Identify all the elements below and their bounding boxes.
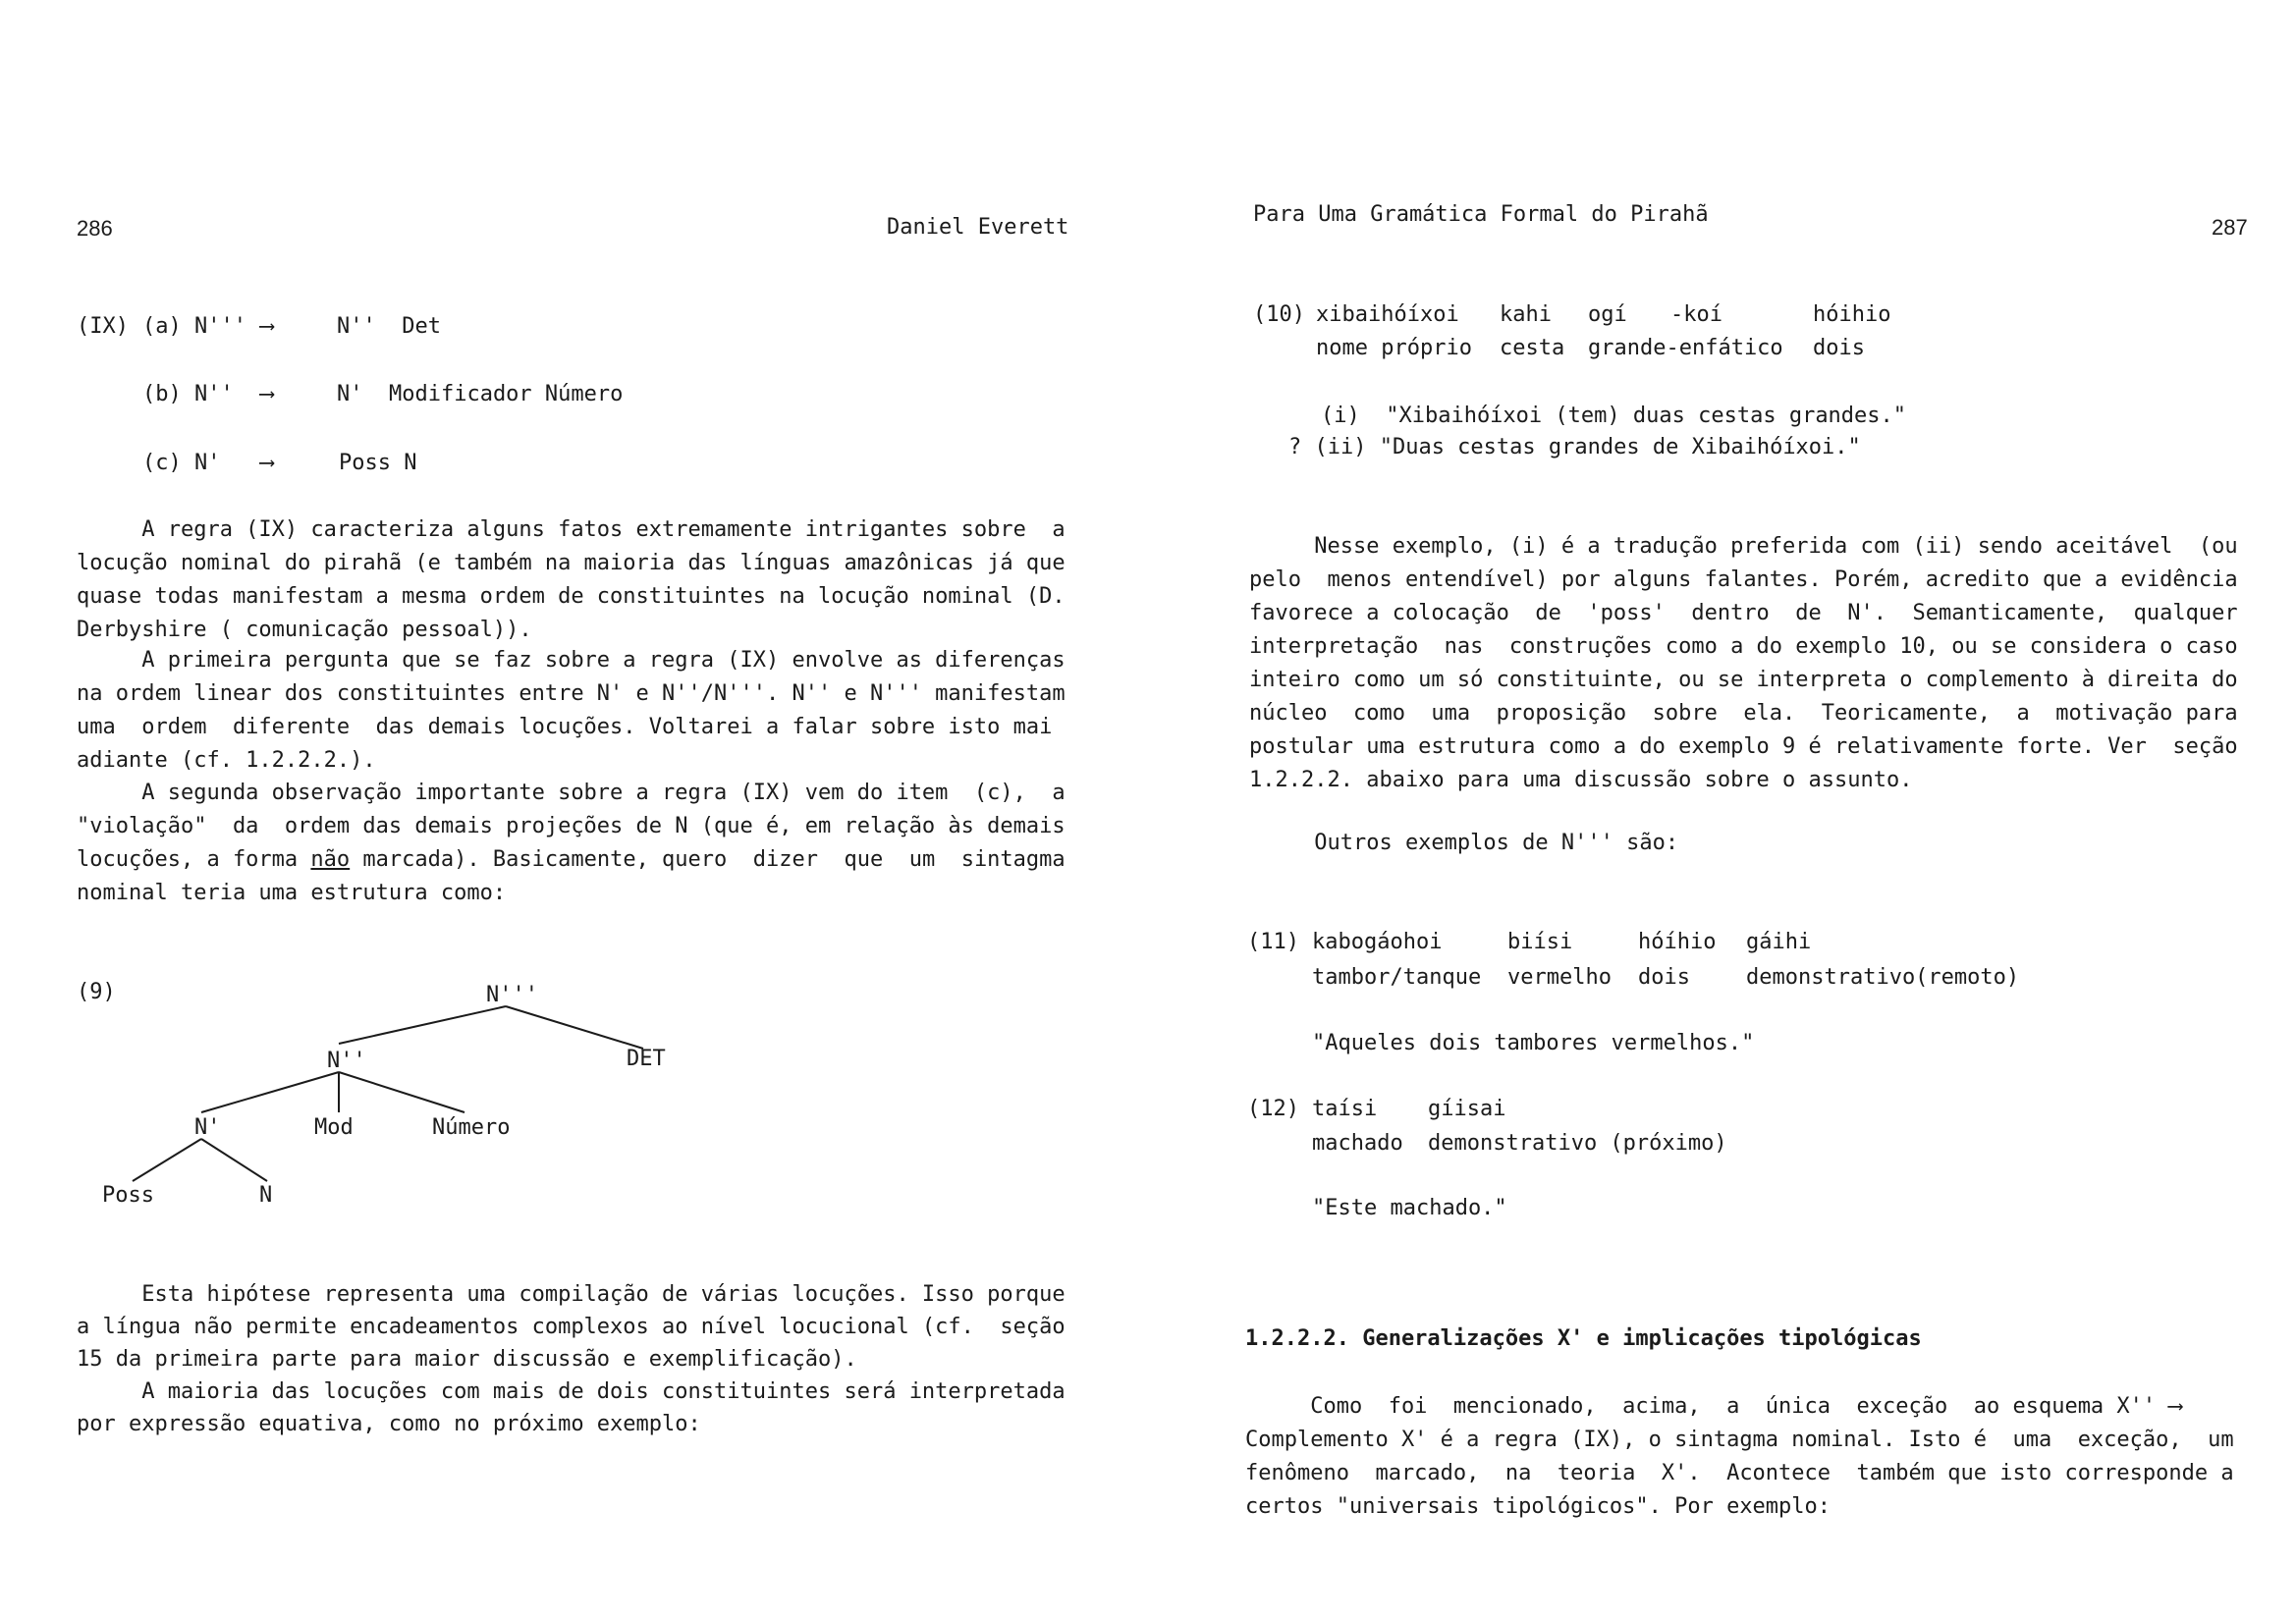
gloss: machado xyxy=(1312,1131,1403,1156)
example-9-label: (9) xyxy=(77,980,116,1004)
pirahã-word: -koí xyxy=(1670,302,1722,327)
pirahã-word: kabogáohoi xyxy=(1312,930,1443,954)
text-line: nominal teria uma estrutura como: xyxy=(77,881,507,905)
edge-n1-n xyxy=(201,1139,267,1181)
text-line: Esta hipótese representa uma compilação de várias locuções. Isso porque xyxy=(77,1282,1066,1307)
rule-b-rhs: N' Modificador Número xyxy=(337,382,624,406)
text-line: A regra (IX) caracteriza alguns fatos extremamente intrigantes sobre a xyxy=(77,517,1066,542)
text-line: interpretação nas construções como a do exemplo 10, ou se considera o caso xyxy=(1249,634,2238,659)
rule-c-arrow: ⟶ xyxy=(260,451,274,475)
text-line: A segunda observação importante sobre a regra (IX) vem do item (c), a xyxy=(77,781,1066,805)
example-label: (11) xyxy=(1247,930,1299,954)
text-line: postular uma estrutura como a do exemplo 9 é relativamente forte. Ver seção xyxy=(1249,734,2238,759)
gloss: cesta xyxy=(1500,336,1565,360)
text-line: favorece a colocação de 'poss' dentro de N'. Semanticamente, qualquer xyxy=(1249,601,2238,625)
text-line: na ordem linear dos constituintes entre N' e N''/N'''. N'' e N''' manifestam xyxy=(77,681,1066,706)
node-numero: Número xyxy=(432,1115,511,1140)
pirahã-word: ogí xyxy=(1588,302,1627,327)
gloss: demonstrativo (próximo) xyxy=(1428,1131,1727,1156)
translation-i: (i) "Xibaihóíxoi (tem) duas cestas grandes." xyxy=(1321,404,1907,428)
text-line: A maioria das locuções com mais de dois constituintes será interpretada xyxy=(77,1379,1066,1404)
text-line: uma ordem diferente das demais locuções. Voltarei a falar sobre isto mai xyxy=(77,715,1053,739)
gloss: tambor/tanque xyxy=(1312,965,1482,990)
rule-label: (IX) xyxy=(77,314,129,339)
page-number-left: 286 xyxy=(77,216,113,241)
rule-b-lhs: (b) N'' xyxy=(142,382,234,406)
gloss: grande-enfático xyxy=(1588,336,1783,360)
example-label: (10) xyxy=(1253,302,1305,327)
node-n-triple-bar: N''' xyxy=(486,983,538,1007)
rule-a-rhs: N'' Det xyxy=(337,314,441,339)
text-line: certos "universais tipológicos". Por exemplo: xyxy=(1245,1494,1831,1519)
tree-edges xyxy=(133,1006,643,1181)
pirahã-word: taísi xyxy=(1312,1097,1378,1121)
running-head-right: Para Uma Gramática Formal do Pirahã xyxy=(1253,202,1709,227)
edge-root-n2 xyxy=(339,1006,506,1044)
text-line: inteiro como um só constituinte, ou se interpreta o complemento à direita do xyxy=(1249,668,2238,692)
paragraph-2-right: Outros exemplos de N''' são: xyxy=(1249,831,1679,855)
text-line: fenômeno marcado, na teoria X'. Acontece também que isto corresponde a xyxy=(1245,1461,2234,1485)
syntax-tree xyxy=(0,0,1129,1276)
text-line: quase todas manifestam a mesma ordem de constituintes na locução nominal (D. xyxy=(77,584,1066,609)
text-line: por expressão equativa, como no próximo exemplo: xyxy=(77,1412,701,1436)
right-page xyxy=(1148,0,2296,1618)
pirahã-word: gáihi xyxy=(1746,930,1812,954)
rule-a-arrow: ⟶ xyxy=(260,314,274,339)
translation: "Este machado." xyxy=(1312,1196,1507,1220)
text-line: adiante (cf. 1.2.2.2.). xyxy=(77,748,376,773)
pirahã-word: gíisai xyxy=(1428,1097,1506,1121)
rule-c-rhs: Poss N xyxy=(339,451,417,475)
text-line: 15 da primeira parte para maior discussão e exemplificação). xyxy=(77,1347,857,1372)
section-heading: 1.2.2.2. Generalizações X' e implicações tipológicas xyxy=(1245,1326,1922,1351)
text-line: Nesse exemplo, (i) é a tradução preferida com (ii) sendo aceitável (ou xyxy=(1249,534,2238,559)
node-n: N xyxy=(259,1183,273,1208)
text-line: locução nominal do pirahã (e também na maioria das línguas amazônicas já que xyxy=(77,551,1066,575)
edge-n1-poss xyxy=(133,1139,201,1181)
running-head-left: Daniel Everett xyxy=(887,215,1069,240)
text-line: "violação" da ordem das demais projeções de N (que é, em relação às demais xyxy=(77,814,1066,838)
pirahã-word: biísi xyxy=(1507,930,1573,954)
node-poss: Poss xyxy=(102,1183,154,1208)
text-segment: marcada). Basicamente, quero dizer que um sintagma xyxy=(350,847,1066,872)
gloss: nome próprio xyxy=(1316,336,1472,360)
gloss: vermelho xyxy=(1507,965,1612,990)
node-mod: Mod xyxy=(314,1115,354,1140)
example-label: (12) xyxy=(1247,1097,1299,1121)
gloss: dois xyxy=(1813,336,1865,360)
left-page xyxy=(0,0,1129,1618)
node-n-double-bar: N'' xyxy=(327,1049,366,1073)
underlined-word: não xyxy=(310,847,351,872)
pirahã-word: hóihio xyxy=(1813,302,1891,327)
gloss: demonstrativo(remoto) xyxy=(1746,965,2020,990)
translation-ii: ? (ii) "Duas cestas grandes de Xibaihóíxoi." xyxy=(1288,435,1861,459)
text-line: pelo menos entendível) por alguns falantes. Porém, acredito que a evidência xyxy=(1249,567,2238,592)
text-segment: locuções, a forma xyxy=(77,847,311,872)
text-line: Derbyshire ( comunicação pessoal)). xyxy=(77,618,532,642)
text-line: A primeira pergunta que se faz sobre a regra (IX) envolve as diferenças xyxy=(77,648,1066,673)
pirahã-word: xibaihóíxoi xyxy=(1316,302,1459,327)
translation: "Aqueles dois tambores vermelhos." xyxy=(1312,1031,1755,1055)
node-det: DET xyxy=(627,1047,666,1071)
edge-n2-n1 xyxy=(201,1072,339,1112)
text-line: 1.2.2.2. abaixo para uma discussão sobre o assunto. xyxy=(1249,768,1913,792)
rule-c-lhs: (c) N' xyxy=(142,451,221,475)
pirahã-word: hóíhio xyxy=(1638,930,1717,954)
text-line: a língua não permite encadeamentos complexos ao nível locucional (cf. seção xyxy=(77,1315,1066,1339)
rule-a-lhs: (a) N''' xyxy=(142,314,246,339)
page-number-right: 287 xyxy=(2212,215,2248,240)
text-line: Complemento X' é a regra (IX), o sintagma nominal. Isto é uma exceção, um xyxy=(1245,1428,2234,1452)
node-n-bar: N' xyxy=(194,1115,221,1140)
gloss: dois xyxy=(1638,965,1690,990)
pirahã-word: kahi xyxy=(1500,302,1552,327)
text-line: Como foi mencionado, acima, a única exceção ao esquema X'' ⟶ xyxy=(1245,1394,2182,1419)
edge-root-det xyxy=(506,1006,643,1049)
rule-b-arrow: ⟶ xyxy=(260,382,274,406)
text-line: núcleo como uma proposição sobre ela. Teoricamente, a motivação para xyxy=(1249,701,2238,726)
edge-n2-numero xyxy=(339,1072,465,1112)
